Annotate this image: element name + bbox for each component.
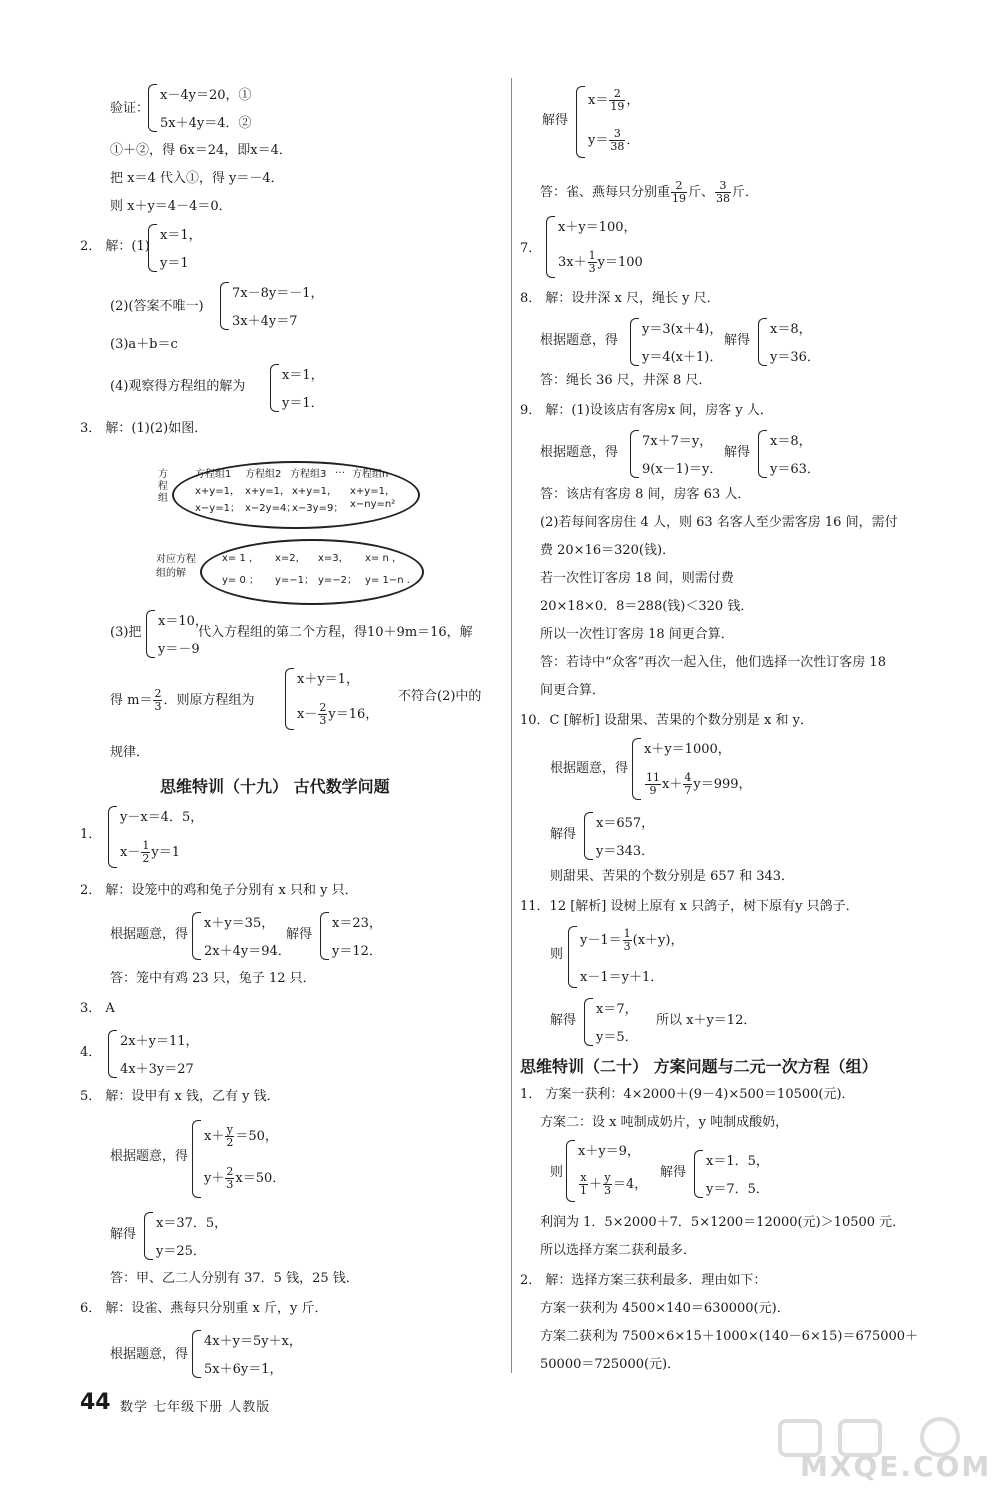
- denominator: 9: [649, 784, 657, 797]
- text: x＝50．: [235, 1171, 286, 1186]
- solve-label: 解得: [660, 1165, 687, 1180]
- eq: x＝8，: [770, 434, 812, 449]
- r9-answer: 答：该店有客房 8 间，房客 63 人．: [540, 487, 751, 502]
- text: x－: [297, 707, 318, 722]
- eq: 4x＋y＝5y＋x，: [204, 1334, 302, 1349]
- eq: x＝1．5，: [706, 1154, 769, 1169]
- fraction: [603, 1172, 612, 1197]
- text: y＝999，: [693, 777, 752, 792]
- diagram-text: x+y=1，: [292, 486, 337, 497]
- q2-system-2: [220, 282, 340, 328]
- diagram-text: 方程组3: [290, 469, 327, 480]
- s1-line: 所以选择方案二获利最多．: [540, 1243, 697, 1258]
- s1-line: 1． 方案一获利：4×2000＋(9－4)×500＝10500(元)．: [520, 1087, 855, 1102]
- fraction: [225, 1124, 234, 1149]
- solve-label: 解得: [724, 445, 751, 460]
- r11-answer: 所以 x＋y＝12．: [656, 1013, 757, 1028]
- denominator: 19: [610, 100, 625, 113]
- p3-line: 3． A: [80, 1001, 115, 1016]
- p5-answer: 答：甲、乙二人分别有 37．5 钱，25 钱．: [110, 1271, 359, 1286]
- eq: y－x＝4．5，: [120, 810, 204, 825]
- s2-line: 50000＝725000(元)．: [540, 1357, 681, 1372]
- r6-solution: [576, 86, 656, 156]
- p5-system: [192, 1120, 322, 1196]
- equation-pattern-diagram: [80, 455, 420, 610]
- watermark-text: MXQE.COM: [800, 1450, 992, 1483]
- section-heading-20: 思维特训（二十） 方案问题与二元一次方程（组）: [520, 1057, 878, 1076]
- text: 得 m＝: [110, 693, 153, 708]
- eq: [580, 928, 683, 953]
- numerator: 1: [623, 927, 631, 940]
- denominator: 3: [319, 714, 327, 727]
- solve-label: 解得: [110, 1227, 137, 1242]
- r10-answer: 则甜果、苦果的个数分别是 657 和 343．: [550, 869, 795, 884]
- diagram-label: 方程组: [158, 469, 168, 504]
- eq: y＝3(x＋4)，: [642, 322, 723, 337]
- numerator: x: [580, 1171, 587, 1184]
- diagram-text: x= 1 ，: [222, 553, 260, 564]
- fraction: [609, 128, 625, 153]
- eq: y＝ $\frac{3}{38}$ ．: [588, 127, 640, 153]
- text: 答：雀、燕每只分别重: [540, 185, 671, 200]
- diagram-text: x+y=1，: [245, 486, 290, 497]
- eq: x＝1，: [282, 368, 324, 383]
- step-line: ①＋②，得 6x＝24，即x＝4．: [110, 143, 292, 158]
- solve-label: 解得: [550, 1013, 577, 1028]
- p2-system: [192, 912, 292, 958]
- text: x＝: [588, 93, 609, 108]
- diagram-text: x−y=1；: [195, 503, 240, 514]
- eq: y＝－9: [158, 642, 200, 657]
- text: 斤．: [732, 185, 759, 200]
- fraction: [153, 688, 162, 713]
- eq: y＝343．: [596, 844, 655, 859]
- p4-label: 4．: [80, 1045, 102, 1060]
- solve-label: 解得: [724, 333, 751, 348]
- eq: [120, 840, 180, 865]
- r8-solution: [758, 318, 828, 364]
- text: y＝1: [151, 845, 180, 860]
- p6-label: 根据题意，得: [110, 1347, 189, 1362]
- solve-label: 解得: [550, 827, 577, 842]
- denominator: 1: [580, 1184, 587, 1197]
- r11-system: [568, 926, 708, 986]
- fraction: [141, 840, 150, 865]
- eq: [558, 250, 643, 275]
- eq: y＝1．: [282, 396, 324, 411]
- numerator: 2: [319, 701, 327, 714]
- section-heading-19: 思维特训（十九） 古代数学问题: [160, 777, 390, 796]
- book-info: 数学 七年级下册 人教版: [120, 1400, 271, 1415]
- eq: 2x＋4y＝94．: [204, 944, 291, 959]
- eq: x＋y＝35，: [204, 916, 275, 931]
- diagram-text: 方程组1: [195, 469, 232, 480]
- r7-label: 7．: [520, 241, 542, 256]
- s2-line: 方案一获利为 4500×140＝630000(元)．: [540, 1301, 790, 1316]
- denominator: 19: [672, 192, 687, 205]
- r9-text: 若一次性订客房 18 间，则需付费: [540, 571, 734, 586]
- eq: x＝ $\frac{2}{19}$ ，: [588, 87, 640, 113]
- fraction: [645, 772, 661, 797]
- eq: 7x＋7＝y，: [642, 434, 713, 449]
- numerator: 2: [154, 687, 162, 700]
- numerator: 3: [609, 128, 625, 141]
- text: y＝100: [597, 255, 643, 270]
- q2-system-4: [270, 364, 350, 410]
- s1-label: 则: [550, 1165, 564, 1180]
- text: x－: [120, 845, 141, 860]
- eq: 5x＋6y＝1，: [204, 1362, 283, 1377]
- s2-line: 2． 解：选择方案三获利最多．理由如下：: [520, 1273, 767, 1288]
- q2-part3: (3)a＋b＝c: [110, 337, 178, 352]
- eq: x＝657，: [596, 816, 655, 831]
- r10-line: 10．C [解析] 设甜果、苦果的个数分别是 x 和 y．: [520, 713, 813, 728]
- eq: 9(x－1)＝y．: [642, 462, 723, 477]
- numerator: 2: [671, 180, 687, 193]
- denominator: 7: [684, 784, 692, 797]
- text: ＝4，: [613, 1177, 648, 1192]
- diagram-label: 对应方程: [156, 554, 196, 565]
- eq: 3x＋4y＝7: [232, 314, 298, 329]
- q3-text: 代入方程组的第二个方程，得10＋9m＝16，解: [198, 625, 473, 640]
- text: x＋: [204, 1129, 225, 1144]
- eq: x＋y＝1，: [297, 672, 359, 687]
- p2-answer: 答：笼中有鸡 23 只，兔子 12 只．: [110, 971, 316, 986]
- eq: y＝1: [160, 256, 189, 271]
- eq: x＝23，: [332, 916, 382, 931]
- eq: x－1＝y＋1．: [580, 970, 664, 985]
- eq: $\frac{11}{9}$ x＋ $\frac{4}{7}$ y＝999，: [646, 771, 752, 797]
- diagram-text: …: [335, 465, 345, 476]
- denominator: 3: [623, 940, 631, 953]
- step-line: 把 x＝4 代入①，得 y＝－4．: [110, 171, 284, 186]
- numerator: 1: [142, 839, 150, 852]
- q3-label: 3． 解：(1)(2)如图．: [80, 421, 208, 436]
- r10-label: 根据题意，得: [550, 761, 629, 776]
- eq: x＝8，: [770, 322, 812, 337]
- denominator: 38: [610, 140, 625, 153]
- s1-solution: [694, 1150, 774, 1196]
- q2-part4-label: (4)观察得方程组的解为: [110, 379, 246, 394]
- diagram-text: x=2，: [275, 553, 306, 564]
- denominator: 3: [154, 700, 162, 713]
- eq: 2x＋y＝11，: [120, 1034, 199, 1049]
- eq: y＝4(x＋1)．: [642, 350, 723, 365]
- p6-line: 6． 解：设雀、燕每只分别重 x 斤，y 斤．: [80, 1301, 328, 1316]
- denominator: 2: [226, 1136, 234, 1149]
- s1-line: 方案二：设 x 吨制成奶片，y 吨制成酸奶，: [540, 1115, 789, 1130]
- eq: y＝63．: [770, 462, 820, 477]
- diagram-text: x−ny=n²: [350, 499, 396, 510]
- r9-label: 根据题意，得: [540, 445, 619, 460]
- p1-label: 1．: [80, 827, 102, 842]
- q3-part3-label: (3)把: [110, 625, 142, 640]
- text: y＝16，: [328, 707, 379, 722]
- denominator: 38: [716, 192, 731, 205]
- r8-label: 根据题意，得: [540, 333, 619, 348]
- r9-solution: [758, 430, 828, 476]
- text: ．则原方程组为: [163, 693, 255, 708]
- fraction: [683, 772, 692, 797]
- diagram-text: x−3y=9；: [292, 503, 344, 514]
- numerator: 2: [226, 1165, 234, 1178]
- diagram-text: 方程组n: [352, 469, 389, 480]
- p2-line: 2． 解：设笼中的鸡和兔子分别有 x 只和 y 只．: [80, 883, 358, 898]
- p2-label: 根据题意，得: [110, 927, 189, 942]
- r10-system: [632, 738, 792, 798]
- text: y－1＝: [580, 933, 622, 948]
- diagram-text: y= 1−n ．: [365, 575, 417, 586]
- verify-eq2: 5x＋4y＝4．②: [160, 116, 252, 131]
- diagram-text: x+y=1，: [195, 486, 240, 497]
- q3-original-system: [285, 668, 395, 728]
- diagram-text: y=−1；: [275, 575, 315, 586]
- page-number: 44: [80, 1390, 111, 1415]
- verify-system: [148, 84, 288, 130]
- r11-label: 则: [550, 947, 564, 962]
- fraction: [671, 180, 687, 205]
- fraction: [588, 250, 597, 275]
- text: ＝50，: [235, 1129, 278, 1144]
- numerator: 1: [588, 249, 596, 262]
- eq: $\frac{x}{1}$ ＋ $\frac{y}{3}$ ＝4，: [580, 1171, 648, 1197]
- diagram-text: x−2y=4；: [245, 503, 297, 514]
- verify-eq1: x－4y＝20，①: [160, 88, 252, 103]
- text: y＋: [204, 1171, 225, 1186]
- fraction: [318, 702, 327, 727]
- eq: x＝37．5，: [156, 1216, 228, 1231]
- text: (x＋y)，: [632, 933, 684, 948]
- r7-system: [546, 216, 666, 276]
- q2-label: 2． 解：(1): [80, 239, 150, 254]
- diagram-label: 组的解: [156, 568, 186, 579]
- eq: 7x－8y＝－1，: [232, 286, 324, 301]
- solve-label: 解得: [286, 927, 313, 942]
- text: 斤、: [688, 185, 715, 200]
- step-line: 则 x＋y＝4－4＝0．: [110, 199, 232, 214]
- r9-text: 间更合算．: [540, 683, 606, 698]
- p5-solution: [144, 1212, 244, 1258]
- eq: y＝36．: [770, 350, 820, 365]
- p1-system: [108, 806, 228, 866]
- eq: 4x＋3y＝27: [120, 1062, 194, 1077]
- fraction: [579, 1172, 588, 1197]
- eq: y＝12．: [332, 944, 382, 959]
- diagram-text: y= 0 ；: [222, 575, 260, 586]
- r9-text: 答：若诗中“众客”再次一起入住，他们选择一次性订客房 18: [540, 655, 886, 670]
- solve-label: 解得: [542, 113, 569, 128]
- eq: y＝5．: [596, 1030, 638, 1045]
- fraction: [225, 1166, 234, 1191]
- eq: x＋y＝100，: [558, 220, 637, 235]
- eq: x＋y＝1000，: [644, 742, 731, 757]
- denominator: 3: [604, 1184, 612, 1197]
- eq: y＝7．5．: [706, 1182, 769, 1197]
- r9-text: 20×18×0．8＝288(钱)＜320 钱．: [540, 599, 754, 614]
- eq: x＋y＝9，: [578, 1144, 640, 1159]
- r9-text: (2)若每间客房住 4 人，则 63 名客人至少需客房 16 间，需付: [540, 515, 898, 530]
- r9-text: 所以一次性订客房 18 间更合算．: [540, 627, 734, 642]
- denominator: 3: [226, 1178, 234, 1191]
- eq: y＝25．: [156, 1244, 206, 1259]
- q3-text: 不符合(2)中的: [398, 689, 482, 704]
- verify-label: 验证：: [110, 101, 150, 116]
- diagram-text: x+y=1，: [350, 486, 395, 497]
- denominator: 2: [142, 852, 150, 865]
- q3-text2: [110, 688, 254, 713]
- r11-solution: [584, 998, 644, 1044]
- diagram-text: 方程组2: [245, 469, 282, 480]
- r11-line: 11．12 [解析] 设树上原有 x 只鸽子，树下原有y 只鸽子．: [520, 899, 859, 914]
- r9-line: 9． 解：(1)设该店有客房x 间，房客 y 人．: [520, 403, 773, 418]
- numerator: 11: [646, 771, 660, 784]
- p2-solution: [320, 912, 400, 958]
- q2-system-1: [148, 224, 228, 270]
- eq: [204, 1166, 285, 1191]
- s1-system: [566, 1140, 666, 1200]
- fraction: [715, 180, 731, 205]
- p5-line: 5． 解：设甲有 x 钱，乙有 y 钱．: [80, 1089, 280, 1104]
- q2-part2-label: (2)(答案不唯一): [110, 299, 204, 314]
- s2-line: 方案二获利为 7500×6×15＋1000×(140－6×15)＝675000＋: [540, 1329, 919, 1344]
- text: 3x＋: [558, 255, 587, 270]
- eq: [204, 1124, 278, 1149]
- diagram-text: x=3，: [318, 553, 349, 564]
- numerator: y: [226, 1123, 233, 1136]
- r8-line: 8． 解：设井深 x 尺，绳长 y 尺．: [520, 291, 720, 306]
- fraction: [623, 928, 632, 953]
- p5-label: 根据题意，得: [110, 1149, 189, 1164]
- r9-text: 费 20×16＝320(钱)．: [540, 543, 676, 558]
- r8-answer: 答：绳长 36 尺，井深 8 尺．: [540, 373, 712, 388]
- column-divider: [511, 78, 512, 1373]
- s1-line: 利润为 1．5×2000＋7．5×1200＝12000(元)＞10500 元．: [540, 1215, 906, 1230]
- eq: x＝1，: [160, 228, 202, 243]
- numerator: 2: [609, 88, 625, 101]
- diagram-text: y=−2；: [318, 575, 358, 586]
- fraction: [609, 88, 625, 113]
- p6-system: [192, 1330, 322, 1376]
- numerator: y: [604, 1171, 611, 1184]
- text: y＝: [588, 133, 609, 148]
- numerator: 4: [684, 771, 692, 784]
- r10-solution: [584, 812, 664, 858]
- numerator: 3: [715, 180, 731, 193]
- diagram-text: x= n ，: [365, 553, 402, 564]
- eq: [297, 702, 378, 727]
- p4-system: [108, 1030, 218, 1076]
- q3-text: 规律．: [110, 745, 150, 760]
- denominator: 3: [588, 262, 596, 275]
- eq: x＝7，: [596, 1002, 638, 1017]
- r6-answer: [540, 180, 758, 205]
- eq: x＝10，: [158, 614, 208, 629]
